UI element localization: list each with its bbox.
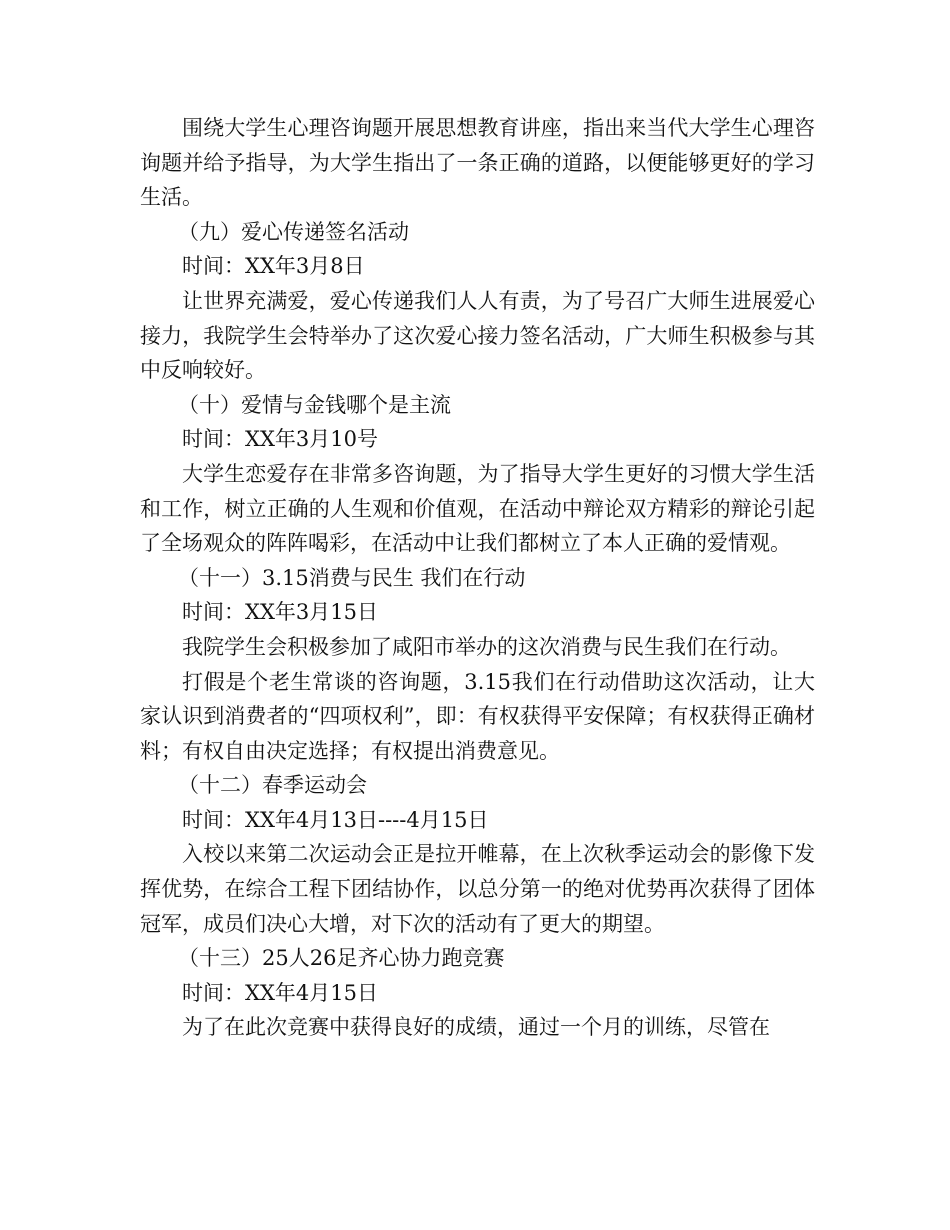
- section-heading: （十）爱情与金钱哪个是主流: [178, 392, 451, 417]
- body-paragraph: 让世界充满爱，爱心传递我们人人有责，为了号召广大师生进展爱心接力，我院学生会特举办了这次爱心接力签名活动，广大师生积极参与其中反响较好。: [140, 288, 815, 383]
- section-heading: （九）爱心传递签名活动: [178, 219, 409, 244]
- time-line: 时间：XX年4月15日: [182, 980, 378, 1005]
- time-line: 时间：XX年3月15日: [182, 600, 378, 625]
- body-paragraph: 我院学生会积极参加了咸阳市举办的这次消费与民生我们在行动。: [182, 634, 791, 659]
- body-paragraph: 围绕大学生心理咨询题开展思想教育讲座，指出来当代大学生心理咨询题并给予指导，为大学生指出了一条正确的道路，以便能够更好的学习生活。: [140, 116, 815, 210]
- time-line: 时间：XX年3月10号: [182, 427, 378, 452]
- section-heading: （十三）25人26足齐心协力跑竞赛: [178, 946, 505, 971]
- time-line: 时间：XX年4月13日----4月15日: [182, 807, 489, 832]
- body-paragraph: 大学生恋爱存在非常多咨询题，为了指导大学生更好的习惯大学生活和工作，树立正确的人生观和价值观，在活动中辩论双方精彩的辩论引起了全场观众的阵阵喝彩，在活动中让我们都树立了本人正确的爱情观。: [140, 461, 815, 556]
- time-line: 时间：XX年3月8日: [182, 254, 365, 279]
- section-heading: （十二）春季运动会: [178, 773, 367, 798]
- body-paragraph: 打假是个老生常谈的咨询题，3.15我们在行动借助这次活动，让大家认识到消费者的“四项权利”，即：有权获得平安保障；有权获得正确材料；有权自由决定选择；有权提出消费意见。: [140, 669, 815, 763]
- body-paragraph: 入校以来第二次运动会正是拉开帷幕，在上次秋季运动会的影像下发挥优势，在综合工程下团结协作，以总分第一的绝对优势再次获得了团体冠军，成员们决心大增，对下次的活动有了更大的期望。: [140, 842, 815, 936]
- document-page: [140, 111, 815, 1045]
- section-heading: （十一）3.15消费与民生 我们在行动: [178, 565, 526, 590]
- body-paragraph: 为了在此次竞赛中获得良好的成绩，通过一个月的训练，尽管在: [182, 1015, 770, 1040]
